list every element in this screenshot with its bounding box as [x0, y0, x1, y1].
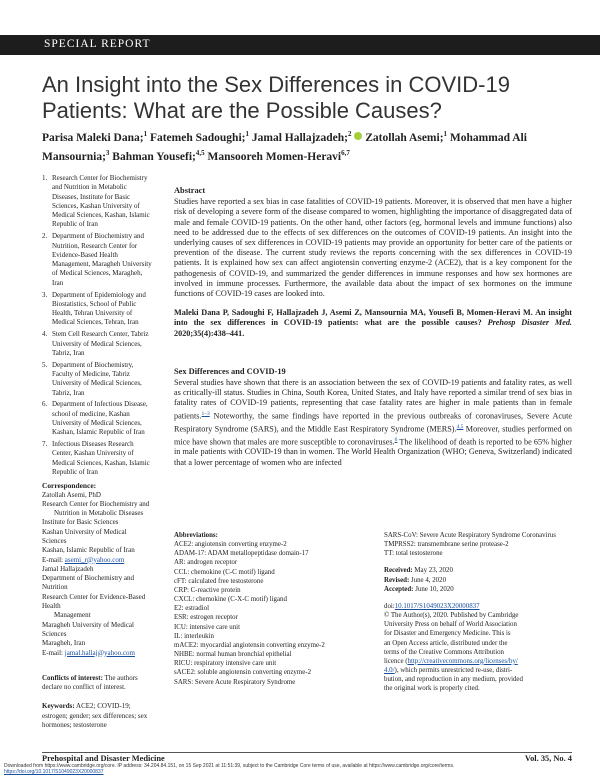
author-list — [42, 127, 562, 165]
footer-volume: Vol. 35, No. 4 — [524, 754, 572, 763]
author-name: Jamal Hallajzadeh; — [251, 131, 349, 144]
date-label: Revised: — [384, 576, 410, 584]
abbreviation-item: CRP: C-reactive protein — [174, 586, 241, 594]
affiliation-number: 7. — [42, 440, 48, 449]
article-dates — [384, 566, 572, 593]
license-line: University Press on behalf of World Association — [384, 621, 517, 629]
affiliation-text: Infectious Diseases Research Center, Kashan University of Medical Sciences, Kashan, Islamic Republic of Iran — [52, 440, 150, 476]
orcid-icon[interactable] — [354, 132, 362, 140]
license-text — [384, 611, 572, 693]
affiliation-number: 4. — [42, 330, 48, 339]
doi: doi:10.1017/S1049023X20000837 — [384, 602, 480, 610]
affiliation-item — [42, 361, 152, 398]
correspondence-heading: Correspondence: — [42, 481, 97, 491]
affiliation-item — [42, 174, 152, 230]
author-name: Bahman Yousefi; — [112, 150, 196, 163]
email-link[interactable]: jamal.hallaj@yahoo.com — [64, 648, 135, 657]
abbreviation-item: SARS-CoV: Severe Acute Respiratory Syndrome Coronavirus — [384, 532, 556, 539]
license-url[interactable]: 4.0/ — [384, 667, 395, 675]
affiliation-number: 6. — [42, 400, 48, 409]
abbreviation-item: sACE2: soluble angiotensin converting enzyme-2 — [174, 669, 312, 677]
correspondence-line: Zatollah Asemi, PhD — [42, 490, 101, 499]
footer-journal-name: Prehospital and Disaster Medicine — [42, 754, 165, 763]
footer-divider — [42, 752, 572, 753]
author-affiliation-marker: 2 — [348, 130, 352, 138]
license-line — [384, 666, 572, 675]
abbreviation-item: mACE2: myocardial angiotensin converting enzyme-2 — [174, 641, 325, 649]
abbreviation-item: ICU: intensive care unit — [174, 623, 241, 631]
affiliation-number: 3. — [42, 290, 48, 299]
citation: Maleki Dana P, Sadoughi F, Hallajzadeh J, Asemi Z, Mansournia MA, Yousefi B, Momen-Heravi M. An insight into the sex differences in COVID-19 patients: what are the possible causes? Prehosp Disaster Med. 2020;35(4):438–441. — [174, 308, 572, 338]
section-heading: Sex Differences and COVID-19 — [174, 366, 286, 376]
affiliation-item — [42, 291, 152, 328]
affiliation-item — [42, 400, 152, 437]
correspondence-line: Research Center for Evidence-Based Health — [42, 592, 146, 611]
author-affiliation-marker: 1 — [143, 130, 148, 138]
section-sex-differences — [174, 367, 572, 468]
date-item — [384, 566, 572, 575]
license-text: ), which permits unrestricted re-use, distri- — [394, 667, 513, 675]
license-line: terms of the Creative Commons Attribution — [384, 648, 504, 656]
affiliation-text: Department of Biochemistry, Faculty of Medicine, Tabriz University of Medical Sciences, Tabriz, Iran — [52, 360, 142, 397]
affiliation-number: 5. — [42, 360, 48, 369]
author-name: Zatollah Asemi; — [365, 131, 444, 144]
abbreviation-item: RICU: respiratory intensive care unit — [174, 660, 277, 668]
author-name: Fatemeh Sadoughi; — [149, 131, 246, 144]
affiliation-item — [42, 440, 152, 477]
correspondence-block-1 — [42, 491, 152, 556]
abbreviation-item: TMPRSS2: transmembrane serine protease-2 — [384, 541, 509, 549]
license-text: licence ( — [384, 657, 408, 665]
date-label: Received: — [384, 567, 413, 575]
author-affiliation-marker: 4,5 — [195, 148, 205, 157]
correspondence-block-2 — [42, 565, 152, 649]
ref-link[interactable]: 4,5 — [456, 423, 464, 430]
abbreviation-list-continued — [384, 531, 572, 558]
ref-link[interactable]: 1–3 — [201, 410, 210, 417]
date-item — [384, 576, 572, 585]
sidebar — [42, 174, 152, 730]
abbreviation-item: AR: androgen receptor — [174, 559, 238, 567]
affiliation-text: Research Center for Biochemistry and Nutrition in Metabolic Diseases, Institute for Basic Sciences, Kashan University of Medical Sciences, Kashan, Islamic Republic of Iran — [52, 174, 150, 229]
abbreviation-item: CCL: chemokine (C-C motif) ligand — [174, 568, 275, 576]
license-line: the original work is properly cited. — [384, 685, 480, 693]
correspondence-line: Kashan, Islamic Republic of Iran — [42, 546, 135, 555]
abbreviation-item: cFT: calculated free testosterone — [174, 577, 264, 585]
conflicts-of-interest: Conflicts of interest: The authors declare no conflict of interest. — [42, 673, 138, 692]
author-affiliation-marker: 1 — [443, 130, 448, 138]
author-name: Mansooreh Momen-Heravi — [207, 150, 342, 163]
abstract-text: Studies have reported a sex bias in case fatalities of COVID-19 patients. Moreover, it is observed that men have a higher risk of developing a severe form of the disease compared to women, highlighting the importance of disaggregated data of male and female COVID-19 patients. On the other hand, other factors (eg, hormonal levels and immune functions) also need to be addressed due to the effects of sex differences on the outcomes of COVID-19 patients. An insight into the underlying causes of sex differences in COVID-19 patients may provide an opportunity for better care of the patients or prevention of the disease. The current study reviews the reports concerning with the sex differences in COVID-19 patients. It is explained how sex can affect angiotensin converting enzyme-2 (ACE2), that is a key component for the pathogenesis of COVID-19, and summarized the gender differences in immune responses and how sex hormones are involved in immune processes. Furthermore, the available data about the impact of sex hormones on the immune functions of COVID-19 cases are looked into. — [174, 197, 572, 299]
section-body: Several studies have shown that there is an association between the sex of COVID-19 patients and fatality rates, as well as critically-ill status. Studies in China, South Korea, United States, and Italy have reported a similar trend of sex bias in fatality rates of COVID-19 patients, representing that case fatality rates are higher in male patients than in female patients.$^{1-3}$ Noteworthy, the same findings have reported in the previous outbreaks of coronaviruses, Severe Acute Respiratory Syndrome (SARS), and the Middle East Respiratory Syndrome (MERS).$^{4,5}$ Moreover, studies performed on mice have shown that males are more susceptible to coronaviruses.$^6$ The likelihood of death is reported to be 65% higher in male patients with COVID-19 than in women. The World Health Organization (WHO; Geneva, Switzerland) indicated that a lower percentage of women who are infected — [174, 378, 572, 467]
affiliation-text: Department of Infectious Disease, school of medicine, Kashan University of Medical Sciences, Kashan, Islamic Republic of Iran — [52, 400, 148, 437]
abbreviations-box — [174, 531, 370, 687]
correspondence-line: Research Center for Biochemistry and — [42, 499, 150, 508]
abbreviation-list — [174, 540, 370, 687]
abstract-heading: Abstract — [174, 186, 206, 195]
correspondence-line: Kashan University of Medical Sciences — [42, 527, 127, 545]
correspondence-line: Nutrition in Metabolic Diseases — [54, 509, 144, 518]
article-info-box — [384, 531, 572, 694]
affiliation-item — [42, 232, 152, 288]
date-value: June 10, 2020 — [413, 585, 454, 593]
affiliation-text: Stem Cell Research Center, Tabriz University of Medical Sciences, Tabriz, Iran — [52, 330, 149, 357]
correspondence-line: Maragheh University of Medical Sciences — [42, 620, 134, 638]
license-line: bution, and reproduction in any medium, provided — [384, 676, 523, 684]
correspondence-email-1: E-mail: asemi_r@yahoo.com — [42, 555, 125, 564]
author-name: Mohammad Ali Mansournia; — [42, 131, 527, 163]
abbreviation-item: IL: interleukin — [174, 632, 214, 640]
date-item — [384, 585, 572, 594]
date-label: Accepted: — [384, 585, 414, 593]
abbreviation-item: ACE2: angiotensin converting enzyme-2 — [174, 541, 287, 549]
license-line: an Open Access article, distributed under the — [384, 639, 508, 647]
abbreviation-item: SARS: Severe Acute Respiratory Syndrome — [174, 678, 296, 686]
affiliation-text: Department of Biochemistry and Nutrition, Research Center for Evidence-Based Health Management, Maragheh University of Medical Sciences, Maragheh, Iran — [52, 232, 152, 287]
article-title: An Insight into the Sex Differences in COVID-19 Patients: What are the Possible Causes? — [42, 72, 510, 123]
abbreviation-item: TT: total testosterone — [384, 550, 443, 558]
banner-label: SPECIAL REPORT — [44, 38, 151, 50]
abbreviation-item: ESR: estrogen receptor — [174, 614, 238, 622]
affiliation-number: 2. — [42, 232, 48, 241]
doi-footer-link[interactable]: https://doi.org/10.1017/S1049023X20000837 — [4, 769, 104, 775]
affiliation-list — [42, 174, 152, 477]
author-affiliation-marker: 3 — [105, 148, 110, 157]
author-affiliation-marker: 6,7 — [341, 148, 350, 157]
correspondence-line: Management — [54, 611, 91, 620]
doi-link[interactable]: 10.1017/S1049023X20000837 — [394, 602, 480, 610]
abbreviations-heading: Abbreviations: — [174, 532, 218, 539]
correspondence-line: Institute for Basic Sciences — [42, 518, 119, 527]
email-link[interactable]: asemi_r@yahoo.com — [64, 555, 125, 564]
date-value: June 4, 2020 — [409, 576, 447, 584]
abbreviation-item: CXCL: chemokine (C-X-C motif) ligand — [174, 596, 287, 604]
download-notice: Downloaded from https://www.cambridge.org/core. IP address: 34.204.84.151, on 15 Sep 2021 at 11:51:39, subject to the Cambridge Core terms of use, available at https://www.cambridge.org/core/terms. https://doi.org/10.1017/S1049023X20000837 — [4, 763, 596, 775]
abbreviation-item: E2: estradiol — [174, 605, 210, 613]
section-banner — [0, 35, 600, 55]
license-line — [384, 657, 572, 666]
main-column — [174, 186, 572, 468]
correspondence-line: Jamal Hallajzadeh — [42, 564, 94, 573]
ref-link[interactable]: 6 — [394, 436, 398, 443]
date-value: May 23, 2020 — [412, 567, 453, 575]
abbreviation-item: NHBE: normal human bronchial epithelial — [174, 651, 292, 659]
affiliation-item — [42, 330, 152, 358]
license-line: for Disaster and Emergency Medicine. This is — [384, 630, 511, 638]
keywords: Keywords: ACE2; COVID-19; estrogen; gender; sex differences; sex hormones; testosterone — [42, 702, 148, 730]
affiliation-number: 1. — [42, 174, 48, 182]
license-url[interactable]: http://creativecommons.org/licenses/by/ — [407, 657, 518, 665]
correspondence-email-2: E-mail: jamal.hallaj@yahoo.com — [42, 648, 135, 657]
author-name: Parisa Maleki Dana; — [42, 131, 144, 144]
author-affiliation-marker: 1 — [245, 130, 249, 138]
affiliation-text: Department of Epidemiology and Biostatistics, School of Public Health, Tehran University of Medical Sciences, Tehran, Iran — [52, 290, 146, 327]
abbreviation-item: ADAM-17: ADAM metallopeptidase domain-17 — [174, 550, 309, 558]
correspondence-line: Department of Biochemistry and Nutrition — [42, 574, 134, 592]
license-line: © The Author(s), 2020. Published by Cambridge — [384, 612, 519, 620]
correspondence-line: Maragheh, Iran — [42, 639, 86, 648]
